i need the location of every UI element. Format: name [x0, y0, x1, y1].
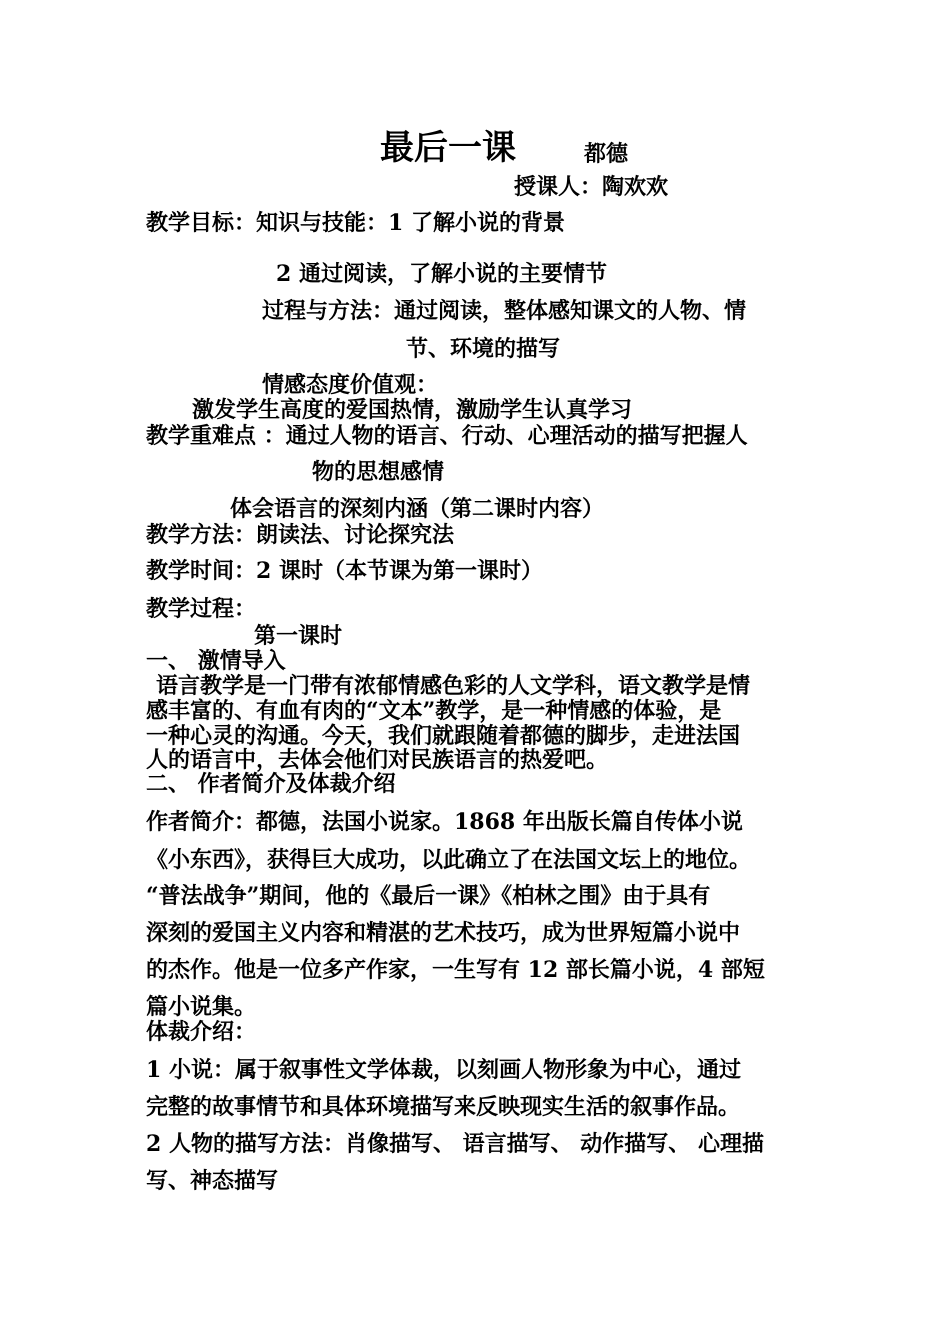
- intro-paragraph-line: 感丰富的、有血有肉的“文本”教学，是一种情感的体验，是: [146, 698, 722, 724]
- genre-heading: 体裁介绍：: [146, 1019, 257, 1045]
- teacher-line: 授课人：陶欢欢: [514, 174, 669, 200]
- section-2-heading: 二、 作者简介及体裁介绍: [146, 771, 396, 797]
- intro-paragraph-line: 一种心灵的沟通。今天，我们就跟随着都德的脚步，走进法国: [146, 723, 741, 749]
- objectives-line-2: 2 通过阅读，了解小说的主要情节: [276, 261, 607, 287]
- genre-line: 写、神态描写: [146, 1168, 279, 1194]
- objectives-line-3: 过程与方法：通过阅读，整体感知课文的人物、情: [262, 298, 747, 324]
- genre-line: 2 人物的描写方法：肖像描写、 语言描写、 动作描写、 心理描: [146, 1131, 764, 1157]
- key-points-line-1: 教学重难点 ：通过人物的语言、行动、心理活动的描写把握人: [146, 423, 748, 449]
- teaching-method: 教学方法：朗读法、讨论探究法: [146, 522, 455, 548]
- genre-line: 1 小说：属于叙事性文学体裁，以刻画人物形象为中心，通过: [146, 1057, 741, 1083]
- objectives-line-4: 节、环境的描写: [406, 336, 561, 362]
- objectives-line-5: 情感态度价值观：: [262, 372, 439, 398]
- author-intro-line: 的杰作。他是一位多产作家，一生写有 12 部长篇小说，4 部短: [146, 957, 765, 983]
- teaching-time: 教学时间：2 课时（本节课为第一课时）: [146, 558, 543, 584]
- objectives-line-1: 教学目标：知识与技能：1 了解小说的背景: [146, 210, 565, 236]
- key-points-line-3: 体会语言的深刻内涵（第二课时内容）: [230, 496, 605, 522]
- process-heading: 教学过程：: [146, 596, 257, 622]
- key-points-line-2: 物的思想感情: [312, 459, 445, 485]
- author-intro-line: 作者简介：都德，法国小说家。1868 年出版长篇自传体小说: [146, 809, 743, 835]
- intro-paragraph-line: 人的语言中，去体会他们对民族语言的热爱吧。: [146, 747, 609, 773]
- author-intro-line: “普法战争”期间，他的《最后一课》《柏林之围》由于具有: [146, 883, 711, 909]
- objectives-line-6: 激发学生高度的爱国热情，激励学生认真学习: [192, 397, 633, 423]
- section-1-heading: 一、 激情导入: [146, 648, 286, 674]
- author-name: 都德: [584, 141, 629, 167]
- author-intro-line: 《小东西》，获得巨大成功，以此确立了在法国文坛上的地位。: [146, 847, 752, 873]
- intro-paragraph-line: 语言教学是一门带有浓郁情感色彩的人文学科，语文教学是情: [156, 673, 751, 699]
- document-title: 最后一课: [380, 128, 516, 168]
- genre-line: 完整的故事情节和具体环境描写来反映现实生活的叙事作品。: [146, 1094, 741, 1120]
- lesson-heading: 第一课时: [254, 623, 343, 649]
- author-intro-line: 深刻的爱国主义内容和精湛的艺术技巧，成为世界短篇小说中: [146, 920, 741, 946]
- author-intro-line: 篇小说集。: [146, 994, 257, 1020]
